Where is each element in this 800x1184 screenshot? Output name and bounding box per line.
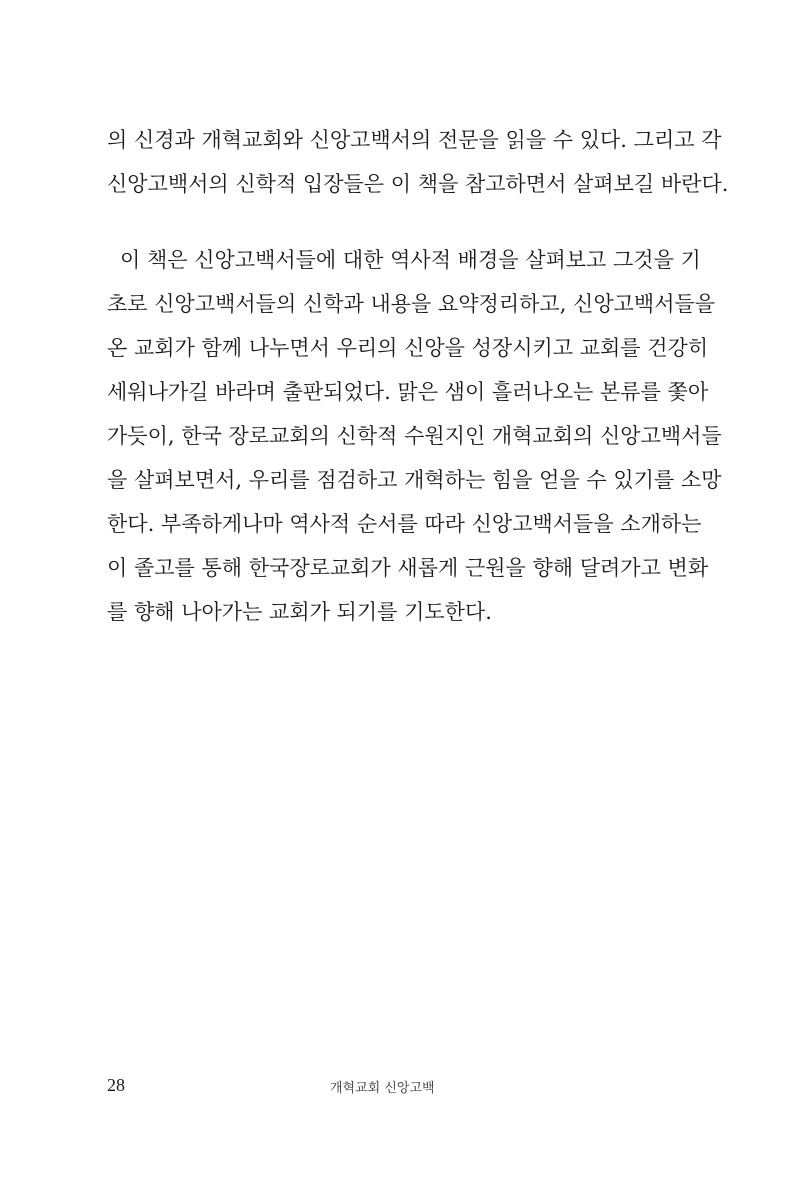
paragraph2-line-3: 온 교회가 함께 나누면서 우리의 신앙을 성장시키고 교회를 건강히 (107, 336, 709, 360)
paragraph2-line-2: 초로 신앙고백서들의 신학과 내용을 요약정리하고, 신앙고백서들을 (107, 292, 716, 316)
paragraph1-line-2: 신앙고백서의 신학적 입장들은 이 책을 참고하면서 살펴보길 바란다. (107, 172, 729, 196)
paragraph2-line-5: 가듯이, 한국 장로교회의 신학적 수원지인 개혁교회의 신앙고백서들 (107, 424, 722, 448)
paragraph2-line-7: 한다. 부족하게나마 역사적 순서를 따라 신앙고백서들을 소개하는 (107, 512, 702, 536)
paragraph2-line-6: 을 살펴보면서, 우리를 점검하고 개혁하는 힘을 얻을 수 있기를 소망 (107, 468, 722, 492)
paragraph2-line-9: 를 향해 나아가는 교회가 되기를 기도한다. (107, 600, 492, 624)
paragraph2-line-1: 이 책은 신앙고백서들에 대한 역사적 배경을 살펴보고 그것을 기 (120, 248, 701, 272)
paragraph2-line-4: 세워나가길 바라며 출판되었다. 맑은 샘이 흘러나오는 본류를 쫓아 (107, 380, 709, 404)
page-number: 28 (107, 1075, 125, 1095)
running-footer-title: 개혁교회 신앙고백 (330, 1081, 435, 1096)
paragraph1-line-1: 의 신경과 개혁교회와 신앙고백서의 전문을 읽을 수 있다. 그리고 각 (107, 128, 722, 152)
paragraph2-line-8: 이 졸고를 통해 한국장로교회가 새롭게 근원을 향해 달려가고 변화 (107, 556, 709, 580)
